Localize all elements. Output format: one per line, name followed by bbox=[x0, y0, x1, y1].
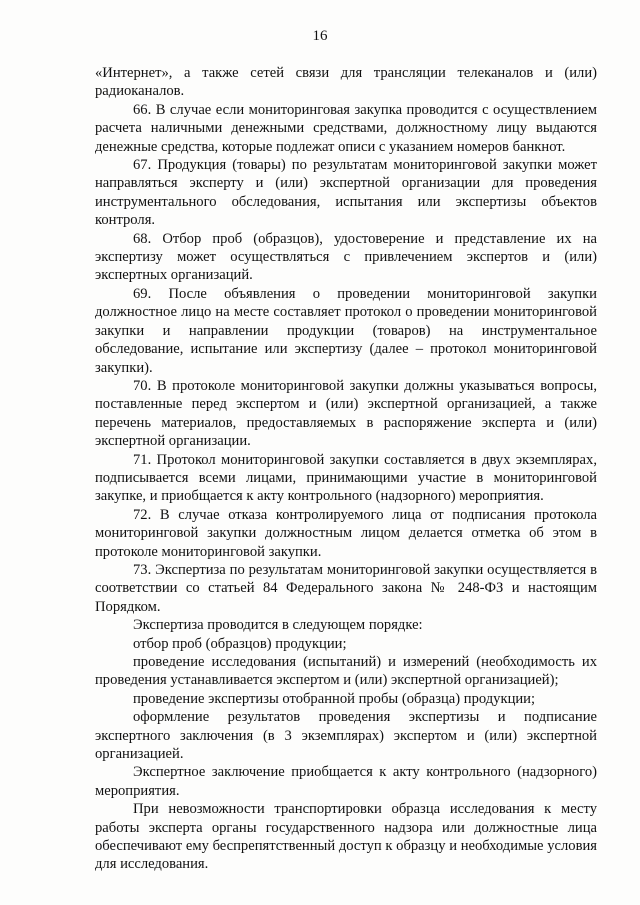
list-item-examination: проведение экспертизы отобранной пробы (образца) продукции; bbox=[133, 690, 536, 707]
paragraph-73: 73. Экспертиза по результатам мониторинговой закупки осуществляется в соответствии со статьей 84 Федерального закона № 248-ФЗ и настоящим Порядком. bbox=[95, 561, 597, 615]
paragraph-expert-conclusion: Экспертное заключение приобщается к акту контрольного (надзорного) мероприятия. bbox=[95, 764, 597, 799]
paragraph-69: 69. После объявления о проведении мониторинговой закупки должностное лицо на месте составляет протокол о проведении мониторинговой закупки и направлении продукции (товаров) на инструментальное обследование, испытание или экспертизу (далее – протокол мониторинговой закупки). bbox=[95, 285, 597, 376]
list-item-sampling: отбор проб (образцов) продукции; bbox=[133, 635, 347, 652]
page-number: 16 bbox=[312, 28, 328, 44]
paragraph-70: 70. В протоколе мониторинговой закупки должны указываться вопросы, поставленные перед экспертом и (или) экспертной организацией, а также перечень материалов, предоставляемых в распоряжение эксперта и (или) экспертной организации. bbox=[95, 377, 597, 450]
paragraph-67: 67. Продукция (товары) по результатам мониторинговой закупки может направляться эксперту и (или) экспертной организации для проведения инструментального обследования, испытания или экспертизы объектов контроля. bbox=[95, 157, 597, 229]
paragraph-66: 66. В случае если мониторинговая закупка проводится с осуществлением расчета наличными денежными средствами, должностному лицу выдаются денежные средства, которые подлежат описи с указанием номеров банкнот. bbox=[95, 101, 597, 155]
paragraph-transport-impossible: При невозможности транспортировки образца исследования к месту работы эксперта органы государственного надзора или должностные лица обеспечивают ему беспрепятственный доступ к образцу и необходимые условия для исследования. bbox=[95, 801, 597, 873]
paragraph-72: 72. В случае отказа контролируемого лица от подписания протокола мониторинговой закупки должностным лицом делается отметка об этом в протоколе мониторинговой закупки. bbox=[95, 506, 597, 560]
list-item-formalization: оформление результатов проведения экспертизы и подписание экспертного заключения (в 3 экземплярах) экспертом и (или) экспертной организацией. bbox=[95, 709, 597, 763]
paragraph-71: 71. Протокол мониторинговой закупки составляется в двух экземплярах, подписывается всеми лицами, принимающими участие в мониторинговой закупке, и приобщается к акту контрольного (надзорного) мероприятия. bbox=[95, 451, 597, 505]
paragraph-expertise-order: Экспертиза проводится в следующем порядке: bbox=[133, 617, 423, 634]
list-item-research: проведение исследования (испытаний) и измерений (необходимость их проведения устанавливается экспертом и (или) экспертной организацией); bbox=[95, 654, 597, 689]
paragraph-continuation: «Интернет», а также сетей связи для трансляции телеканалов и (или) радиоканалов. bbox=[95, 65, 597, 100]
document-body bbox=[95, 64, 597, 874]
paragraph-68: 68. Отбор проб (образцов), удостоверение и представление их на экспертизу может осуществляться с привлечением экспертов и (или) экспертных организаций. bbox=[95, 230, 597, 284]
